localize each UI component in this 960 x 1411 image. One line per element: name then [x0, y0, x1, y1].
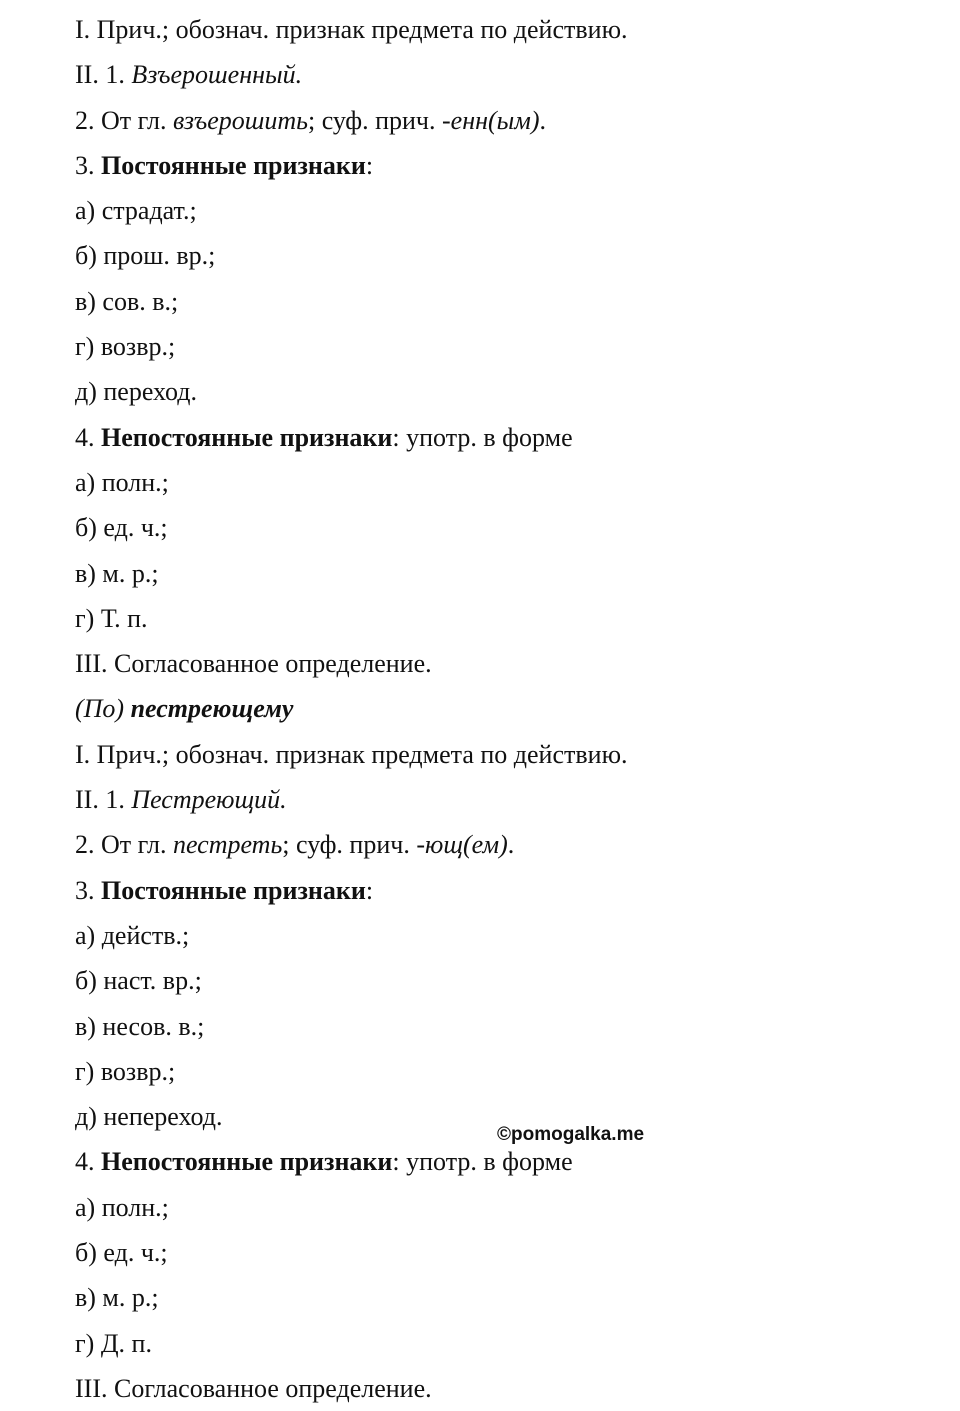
watermark: ©pomogalka.me	[497, 1124, 645, 1145]
text-line	[75, 98, 935, 143]
text-line	[75, 52, 935, 97]
text-span: II. 1.	[75, 785, 132, 815]
text-span: 3.	[75, 875, 101, 905]
section-label: Постоянные признаки	[101, 875, 366, 905]
participle-initial-form: Взъерошенный.	[131, 60, 303, 90]
text-line: г) возвр.;	[75, 1056, 176, 1086]
text-line: III. Согласованное определение.	[75, 1373, 432, 1403]
text-span: II. 1.	[75, 60, 132, 90]
text-span: .	[507, 830, 515, 860]
text-line: III. Согласованное определение.	[75, 649, 432, 679]
text-span: : употр. в форме	[392, 422, 573, 452]
text-line: а) полн.;	[75, 467, 169, 497]
text-line	[75, 868, 935, 913]
text-span: ; суф. прич. -	[307, 105, 451, 135]
text-span: 4.	[75, 1147, 101, 1177]
text-span: ; суф. прич. -	[282, 830, 425, 860]
text-line: в) сов. в.;	[75, 286, 179, 316]
preposition: (По)	[75, 694, 131, 724]
text-line: б) ед. ч.;	[75, 513, 168, 543]
text-span: 3.	[75, 150, 101, 180]
text-line: г) возвр.;	[75, 332, 176, 362]
text-line	[75, 415, 935, 460]
text-span: .	[539, 105, 547, 135]
text-line: г) Д. п.	[75, 1328, 152, 1358]
text-line: I. Прич.; обознач. признак предмета по действию.	[75, 739, 628, 769]
text-span: 4.	[75, 422, 101, 452]
section-label: Непостоянные признаки	[101, 1147, 393, 1177]
text-line: в) несов. в.;	[75, 1011, 205, 1041]
text-span: :	[365, 875, 374, 905]
document-body	[75, 7, 935, 1411]
text-line: I. Прич.; обознач. признак предмета по действию.	[75, 15, 628, 44]
text-line	[75, 822, 935, 867]
section-label: Непостоянные признаки	[101, 422, 393, 452]
suffix: енн(ым)	[450, 105, 540, 135]
text-line: а) действ.;	[75, 920, 190, 950]
text-span: :	[365, 150, 374, 180]
suffix: ющ(ем)	[424, 830, 508, 860]
participle-initial-form: Пестреющий.	[131, 785, 287, 815]
text-span: : употр. в форме	[392, 1147, 573, 1177]
text-line: а) полн.;	[75, 1192, 169, 1222]
text-line: д) непереход.	[75, 1102, 223, 1132]
text-line	[75, 777, 935, 822]
text-span: 2. От гл.	[75, 830, 173, 860]
text-line: б) ед. ч.;	[75, 1238, 168, 1268]
text-span: 2. От гл.	[75, 105, 173, 135]
text-line: б) прош. вр.;	[75, 241, 216, 271]
word-heading	[75, 686, 935, 731]
text-line: а) страдат.;	[75, 196, 197, 226]
text-line	[75, 143, 935, 188]
text-line: в) м. р.;	[75, 1283, 159, 1313]
source-verb: взъерошить	[172, 105, 308, 135]
analyzed-word: пестреющему	[130, 694, 294, 724]
text-line: б) наст. вр.;	[75, 966, 202, 996]
section-label: Постоянные признаки	[101, 150, 366, 180]
source-verb: пестреть	[172, 830, 283, 860]
text-line	[75, 1139, 935, 1184]
text-line: г) Т. п.	[75, 603, 148, 633]
text-line: в) м. р.;	[75, 558, 159, 588]
text-line: д) переход.	[75, 377, 198, 407]
